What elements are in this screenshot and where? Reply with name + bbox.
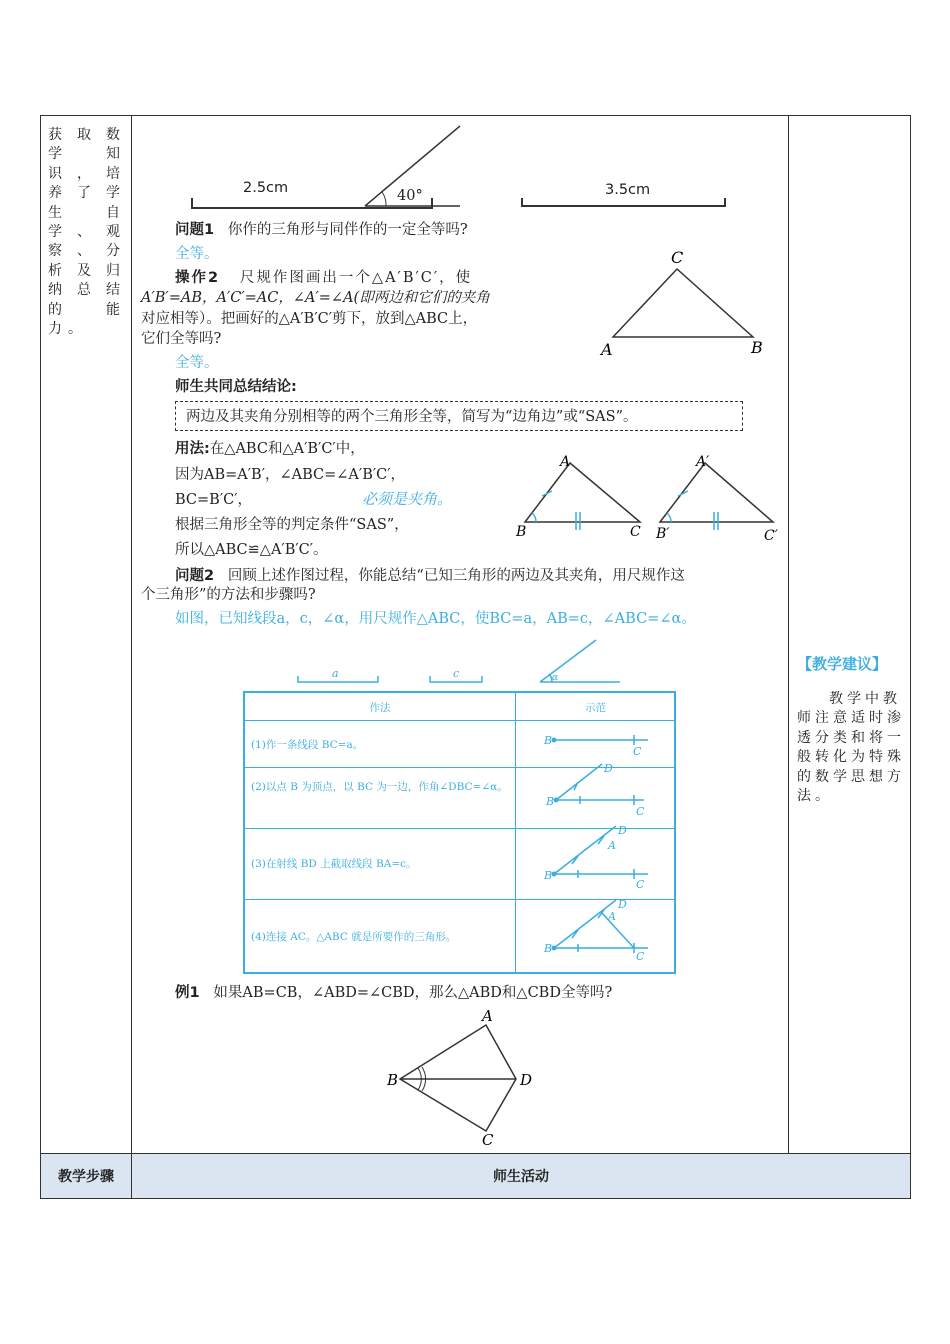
- usage-line1: 在△ABC和△A′B′C′中，: [209, 441, 365, 457]
- operation2-answer: 全等。: [175, 355, 219, 371]
- point-b-label: B: [544, 869, 553, 882]
- step-method: (3)在射线 BD 上截取线段 BA=c。: [251, 858, 417, 870]
- usage-note: 必须是夹角。: [362, 490, 453, 508]
- table-header-row: [245, 693, 674, 721]
- given-segments-figure: [180, 120, 740, 215]
- segment-a-label: a: [332, 667, 339, 680]
- step-method: (2)以点 B 为顶点，以 BC 为一边，作角∠DBC=∠α。: [251, 781, 508, 793]
- vertex-c-prime-label: C′: [764, 528, 778, 544]
- given-elements-figure: [290, 632, 630, 690]
- header-demo: 示范: [585, 702, 606, 714]
- question1-text: 你作的三角形与同伴作的一定全等吗?: [227, 222, 468, 238]
- step-method: (4)连接 AC。△ABC 就是所要作的三角形。: [251, 931, 457, 943]
- point-b-label: B: [544, 734, 553, 747]
- question1-label: 问题1: [175, 222, 215, 238]
- usage-line2: 因为AB=A′B′，∠ABC=∠A′B′C′，: [175, 467, 406, 483]
- point-a-label: A: [608, 839, 616, 852]
- vertex-a-prime-label: A′: [696, 454, 710, 470]
- usage-label: 用法:: [175, 441, 210, 457]
- table-border-bottom: [40, 1198, 911, 1199]
- example1-figure: [380, 1005, 540, 1150]
- point-c-label: C: [636, 805, 645, 818]
- operation2-label: 操作2: [175, 270, 221, 286]
- point-d-label: D: [604, 762, 613, 775]
- point-c-label: C: [636, 878, 645, 891]
- question2-answer: 如图，已知线段a，c，∠α，用尺规作△ABC，使BC=a，AB=c，∠ABC=∠α。: [175, 611, 696, 627]
- operation2-line1: 尺规作图画出一个△A′B′C′，使: [239, 270, 473, 286]
- vertex-a-label: A: [601, 340, 613, 359]
- question1-answer: 全等。: [175, 246, 219, 262]
- step-method: (1)作一条线段 BC=a。: [251, 739, 364, 751]
- footer-col-activities: 师生活动: [132, 1154, 910, 1198]
- example1-label: 例1: [175, 985, 200, 1001]
- question2-label: 问题2: [175, 568, 215, 584]
- question2-line1: 回顾上述作图过程，你能总结“已知三角形的两边及其夹角，用尺规作这: [227, 568, 685, 584]
- conclusion-heading: 师生共同总结结论:: [175, 379, 297, 395]
- column-divider: [788, 115, 789, 1154]
- point-c-label: C: [633, 745, 642, 758]
- segment-label: 3.5cm: [605, 182, 651, 198]
- vertex-c-label: C: [482, 1131, 494, 1149]
- operation2-line4: 它们全等吗?: [141, 331, 222, 347]
- usage-line3: BC=B′C′，: [175, 492, 253, 508]
- suggestion-title: 【教学建议】: [797, 655, 888, 673]
- vertex-a-label: A: [482, 1007, 493, 1025]
- vertex-c-label: C: [671, 248, 684, 267]
- vertex-a-label: A: [560, 454, 571, 470]
- vertex-b-label: B: [516, 524, 527, 540]
- vertex-c-label: C: [630, 524, 641, 540]
- header-method: 作法: [369, 702, 391, 714]
- point-d-label: D: [618, 898, 627, 911]
- table-border-left: [40, 115, 41, 1199]
- question2-line2: 个三角形”的方法和步骤吗?: [141, 587, 316, 603]
- usage-line5: 所以△ABC≌△A′B′C′。: [175, 542, 328, 558]
- table-border-top: [40, 115, 911, 116]
- segment-c-label: c: [453, 667, 460, 680]
- column-divider: [131, 115, 132, 1199]
- vertex-b-label: B: [751, 338, 763, 357]
- operation2-line3: 对应相等）。把画好的△A′B′C′剪下，放到△ABC上，: [141, 311, 478, 327]
- vertex-d-label: D: [520, 1071, 533, 1089]
- operation2-line2: A′B′=AB，A′C′=AC，∠A′=∠A(即两边和它们的夹角: [141, 290, 490, 306]
- objective-text: 获取数学知识，培养了学生自学、观察、分析及归纳总结的能力。: [48, 127, 126, 338]
- footer-col-steps: 教学步骤: [41, 1154, 131, 1198]
- example1-text: 如果AB=CB，∠ABD=∠CBD，那么△ABD和△CBD全等吗?: [213, 985, 613, 1001]
- point-d-label: D: [618, 824, 627, 837]
- triangle-abc-figure: [595, 245, 775, 360]
- angle-label: 40°: [397, 188, 423, 204]
- construction-steps-table: [243, 691, 676, 974]
- suggestion-text: 教学中教师注意适时渗透分类和将一般转化为特殊的数学思想方法。: [797, 691, 905, 805]
- vertex-b-label: B: [387, 1071, 399, 1089]
- table-border-right: [910, 115, 911, 1199]
- point-a-label: A: [608, 910, 616, 923]
- conclusion-box: 两边及其夹角分别相等的两个三角形全等，简写为“边角边”或“SAS”。: [175, 401, 743, 431]
- point-b-label: B: [544, 942, 553, 955]
- point-b-label: B: [546, 795, 555, 808]
- point-c-label: C: [636, 950, 645, 963]
- vertex-b-prime-label: B′: [656, 526, 670, 542]
- congruent-triangles-figure: [510, 450, 790, 545]
- angle-alpha-label: α: [552, 673, 559, 683]
- construction-demos: [516, 720, 676, 972]
- usage-line4: 根据三角形全等的判定条件“SAS”，: [175, 517, 409, 533]
- segment-label: 2.5cm: [243, 180, 289, 196]
